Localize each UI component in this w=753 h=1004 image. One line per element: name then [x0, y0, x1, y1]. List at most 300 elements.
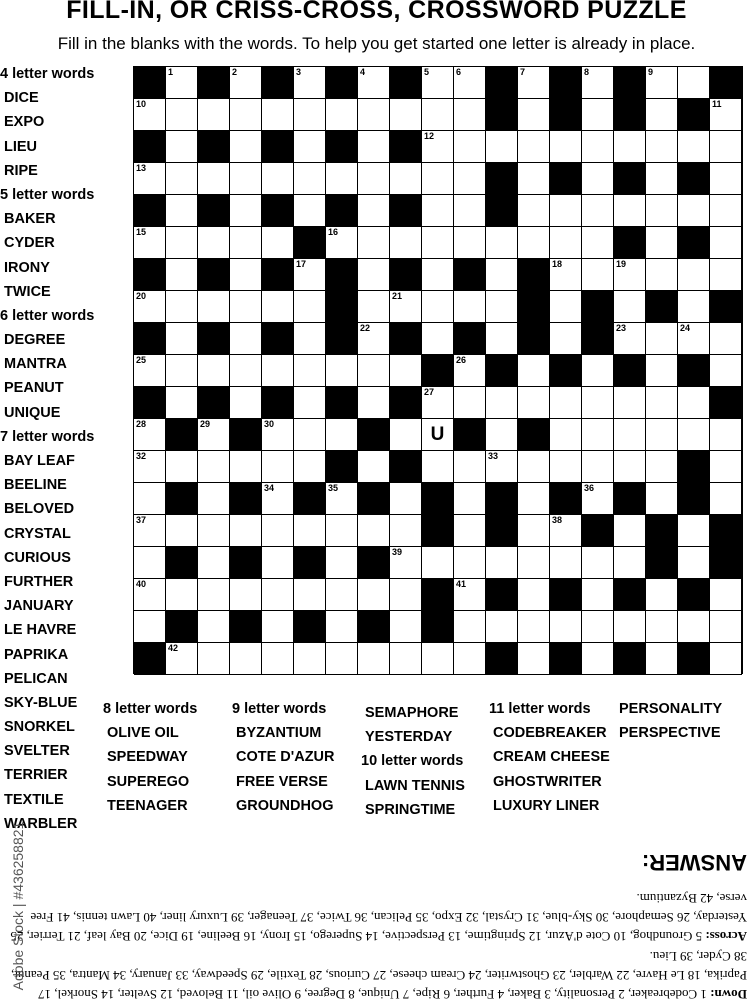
grid-cell[interactable] — [390, 163, 422, 195]
grid-cell[interactable] — [262, 515, 294, 547]
grid-cell[interactable] — [230, 259, 262, 291]
grid-cell[interactable] — [518, 227, 550, 259]
word-length-heading: 8 letter words — [103, 701, 198, 717]
grid-cell[interactable] — [486, 387, 518, 419]
grid-cell[interactable] — [230, 643, 262, 675]
grid-cell[interactable] — [646, 323, 678, 355]
grid-cell[interactable] — [358, 323, 390, 355]
grid-cell[interactable] — [326, 611, 358, 643]
black-cell — [262, 67, 294, 99]
grid-cell[interactable] — [134, 579, 166, 611]
grid-cell[interactable] — [390, 355, 422, 387]
grid-cell[interactable] — [486, 419, 518, 451]
word-list-item: PELICAN — [4, 670, 68, 687]
grid-cell[interactable] — [582, 99, 614, 131]
grid-cell[interactable] — [582, 547, 614, 579]
grid-cell[interactable] — [550, 323, 582, 355]
clue-number: 9 — [648, 67, 654, 77]
grid-cell[interactable] — [262, 579, 294, 611]
grid-cell[interactable] — [454, 579, 486, 611]
grid-cell[interactable] — [390, 291, 422, 323]
grid-cell[interactable] — [390, 227, 422, 259]
grid-cell[interactable] — [454, 99, 486, 131]
grid-cell[interactable] — [518, 195, 550, 227]
grid-cell[interactable] — [230, 451, 262, 483]
grid-cell[interactable] — [294, 131, 326, 163]
grid-cell[interactable] — [358, 387, 390, 419]
grid-cell[interactable] — [294, 99, 326, 131]
grid-cell[interactable] — [582, 579, 614, 611]
grid-cell[interactable] — [614, 611, 646, 643]
grid-cell[interactable] — [646, 483, 678, 515]
grid-cell[interactable] — [678, 419, 710, 451]
grid-cell[interactable] — [326, 355, 358, 387]
grid-cell[interactable] — [262, 451, 294, 483]
grid-cell[interactable] — [166, 515, 198, 547]
grid-cell[interactable] — [198, 547, 230, 579]
grid-cell[interactable] — [134, 227, 166, 259]
black-cell — [294, 483, 326, 515]
black-cell — [198, 195, 230, 227]
grid-cell[interactable] — [678, 67, 710, 99]
grid-cell[interactable] — [582, 195, 614, 227]
grid-cell[interactable] — [390, 547, 422, 579]
grid-cell[interactable] — [166, 163, 198, 195]
grid-cell[interactable] — [710, 227, 742, 259]
grid-cell[interactable] — [550, 451, 582, 483]
grid-cell[interactable] — [422, 643, 454, 675]
grid-cell[interactable] — [230, 323, 262, 355]
grid-cell[interactable] — [550, 131, 582, 163]
grid-cell[interactable] — [294, 323, 326, 355]
grid-cell[interactable] — [294, 515, 326, 547]
grid-cell[interactable] — [710, 611, 742, 643]
black-cell — [486, 195, 518, 227]
grid-cell[interactable] — [422, 451, 454, 483]
grid-cell[interactable] — [518, 163, 550, 195]
black-cell — [550, 355, 582, 387]
grid-cell[interactable] — [326, 515, 358, 547]
grid-cell[interactable] — [134, 611, 166, 643]
grid-cell[interactable] — [230, 291, 262, 323]
grid-cell[interactable] — [294, 579, 326, 611]
grid-cell[interactable] — [134, 99, 166, 131]
clue-number: 8 — [584, 67, 590, 77]
word-list-column-5 — [489, 697, 610, 818]
grid-cell[interactable] — [326, 483, 358, 515]
grid-cell[interactable] — [358, 259, 390, 291]
grid-cell[interactable] — [486, 131, 518, 163]
grid-cell[interactable] — [678, 611, 710, 643]
grid-cell[interactable] — [486, 451, 518, 483]
grid-cell[interactable] — [710, 259, 742, 291]
grid-cell[interactable] — [262, 419, 294, 451]
grid-cell[interactable] — [646, 67, 678, 99]
grid-cell[interactable] — [262, 611, 294, 643]
grid-cell[interactable] — [422, 323, 454, 355]
grid-cell[interactable] — [134, 547, 166, 579]
grid-cell[interactable] — [166, 451, 198, 483]
word-list-item: SEMAPHORE — [365, 705, 459, 721]
black-cell — [198, 259, 230, 291]
grid-cell[interactable] — [518, 355, 550, 387]
grid-cell[interactable] — [582, 131, 614, 163]
grid-cell[interactable] — [358, 67, 390, 99]
grid-cell[interactable] — [582, 419, 614, 451]
grid-cell[interactable] — [518, 643, 550, 675]
grid-cell[interactable] — [614, 259, 646, 291]
black-cell — [646, 291, 678, 323]
grid-cell[interactable] — [198, 579, 230, 611]
grid-cell[interactable] — [198, 355, 230, 387]
grid-cell[interactable] — [454, 355, 486, 387]
grid-cell[interactable] — [294, 643, 326, 675]
grid-cell[interactable] — [550, 259, 582, 291]
grid-cell[interactable] — [294, 163, 326, 195]
black-cell — [614, 227, 646, 259]
grid-cell[interactable] — [550, 195, 582, 227]
grid-cell[interactable] — [422, 259, 454, 291]
grid-cell[interactable] — [230, 131, 262, 163]
grid-cell[interactable] — [646, 643, 678, 675]
grid-cell[interactable] — [166, 387, 198, 419]
grid-cell[interactable] — [390, 611, 422, 643]
grid-cell[interactable] — [294, 67, 326, 99]
clue-number: 13 — [136, 163, 147, 173]
clue-number: 5 — [424, 67, 430, 77]
grid-cell[interactable] — [646, 451, 678, 483]
grid-cell[interactable] — [358, 131, 390, 163]
grid-cell[interactable] — [134, 291, 166, 323]
word-list-item: CODEBREAKER — [493, 725, 607, 742]
grid-cell[interactable] — [710, 643, 742, 675]
grid-cell[interactable] — [582, 259, 614, 291]
grid-cell[interactable] — [134, 355, 166, 387]
grid-cell[interactable] — [422, 195, 454, 227]
grid-cell[interactable] — [550, 611, 582, 643]
grid-cell[interactable] — [550, 227, 582, 259]
grid-cell[interactable] — [166, 323, 198, 355]
grid-cell[interactable] — [518, 483, 550, 515]
grid-cell[interactable] — [454, 483, 486, 515]
grid-cell[interactable] — [678, 259, 710, 291]
grid-cell[interactable] — [390, 419, 422, 451]
grid-cell[interactable] — [646, 163, 678, 195]
grid-cell[interactable] — [198, 451, 230, 483]
grid-cell[interactable] — [294, 355, 326, 387]
grid-cell[interactable] — [166, 291, 198, 323]
grid-cell[interactable] — [454, 515, 486, 547]
grid-cell[interactable] — [198, 291, 230, 323]
grid-cell[interactable] — [710, 483, 742, 515]
grid-cell[interactable] — [326, 99, 358, 131]
grid-cell[interactable] — [454, 291, 486, 323]
grid-cell[interactable] — [358, 515, 390, 547]
grid-cell[interactable] — [422, 227, 454, 259]
grid-cell[interactable] — [710, 163, 742, 195]
grid-cell[interactable] — [486, 547, 518, 579]
grid-cell[interactable] — [614, 323, 646, 355]
grid-cell[interactable] — [134, 515, 166, 547]
grid-cell[interactable] — [710, 195, 742, 227]
grid-cell[interactable] — [390, 579, 422, 611]
down-answers: 1 Codebreaker, 2 Personality, 3 Baker, 4 Further, 6 Ripe, 7 Unique, 8 Degree, 9 Olive oil, 11 Beloved, 12 Svelter, 14 Snorkel, 17 Paprika, 18 Le Havre, 22 Warbler, 23 Ghostwriter, 24 Cream cheese, 27 Curious, 28 Textile, 29 Speedway, 33 January, 34 Mantra, 35 Peanut, 38 Cyder, 39 Lieu. — [10, 949, 747, 1002]
grid-cell[interactable] — [678, 515, 710, 547]
grid-cell[interactable] — [198, 611, 230, 643]
grid-cell[interactable] — [646, 99, 678, 131]
black-cell — [134, 323, 166, 355]
grid-cell[interactable] — [422, 547, 454, 579]
grid-cell[interactable] — [390, 99, 422, 131]
grid-cell[interactable] — [518, 387, 550, 419]
grid-cell[interactable] — [518, 451, 550, 483]
word-list-column-6 — [619, 697, 722, 745]
black-cell — [390, 195, 422, 227]
grid-cell[interactable] — [646, 387, 678, 419]
grid-cell[interactable] — [646, 355, 678, 387]
black-cell — [710, 515, 742, 547]
grid-cell[interactable] — [422, 387, 454, 419]
grid-cell[interactable] — [454, 643, 486, 675]
grid-cell[interactable] — [198, 163, 230, 195]
grid-cell[interactable] — [358, 99, 390, 131]
grid-cell[interactable] — [230, 387, 262, 419]
grid-cell[interactable] — [614, 547, 646, 579]
grid-cell[interactable] — [230, 163, 262, 195]
grid-cell[interactable] — [390, 483, 422, 515]
grid-cell[interactable] — [646, 131, 678, 163]
grid-cell[interactable] — [518, 611, 550, 643]
grid-cell[interactable] — [710, 323, 742, 355]
grid-cell[interactable] — [518, 547, 550, 579]
grid-cell[interactable] — [198, 227, 230, 259]
grid-cell[interactable] — [710, 131, 742, 163]
grid-cell[interactable] — [614, 291, 646, 323]
grid-cell[interactable] — [422, 291, 454, 323]
grid-cell[interactable] — [518, 131, 550, 163]
grid-cell[interactable] — [454, 611, 486, 643]
word-list-item: SVELTER — [4, 743, 70, 760]
grid-cell[interactable] — [646, 611, 678, 643]
grid-cell[interactable] — [614, 451, 646, 483]
word-length-heading: 11 letter words — [489, 701, 591, 717]
black-cell — [550, 163, 582, 195]
grid-cell[interactable] — [262, 643, 294, 675]
grid-cell[interactable] — [326, 547, 358, 579]
grid-cell[interactable] — [134, 419, 166, 451]
grid-cell[interactable] — [262, 163, 294, 195]
grid-cell[interactable] — [550, 387, 582, 419]
grid-cell[interactable] — [678, 291, 710, 323]
grid-cell[interactable] — [198, 99, 230, 131]
grid-cell[interactable] — [678, 387, 710, 419]
grid-cell[interactable] — [198, 483, 230, 515]
grid-cell[interactable] — [294, 419, 326, 451]
grid-cell[interactable] — [326, 643, 358, 675]
grid-cell[interactable] — [454, 451, 486, 483]
grid-cell[interactable] — [198, 419, 230, 451]
grid-cell[interactable] — [326, 579, 358, 611]
grid-cell[interactable] — [294, 259, 326, 291]
clue-number: 22 — [360, 323, 371, 333]
grid-cell[interactable] — [550, 515, 582, 547]
black-cell — [326, 323, 358, 355]
grid-cell[interactable] — [230, 515, 262, 547]
grid-cell[interactable] — [166, 259, 198, 291]
grid-cell[interactable] — [678, 195, 710, 227]
grid-cell[interactable] — [646, 227, 678, 259]
grid-cell[interactable] — [198, 643, 230, 675]
grid-cell[interactable] — [166, 99, 198, 131]
grid-cell[interactable] — [326, 419, 358, 451]
grid-cell[interactable] — [582, 355, 614, 387]
grid-cell[interactable] — [550, 419, 582, 451]
grid-cell[interactable] — [518, 67, 550, 99]
black-cell — [614, 355, 646, 387]
grid-cell[interactable] — [710, 99, 742, 131]
grid-cell[interactable] — [582, 611, 614, 643]
grid-cell[interactable] — [358, 227, 390, 259]
grid-cell[interactable] — [678, 131, 710, 163]
grid-cell[interactable] — [422, 419, 454, 451]
grid-cell[interactable] — [646, 419, 678, 451]
grid-cell[interactable] — [678, 323, 710, 355]
grid-cell[interactable] — [678, 547, 710, 579]
grid-cell[interactable] — [582, 163, 614, 195]
grid-cell[interactable] — [358, 195, 390, 227]
grid-cell[interactable] — [230, 227, 262, 259]
word-list-item: FURTHER — [4, 573, 74, 590]
word-list-item: BAY LEAF — [4, 453, 75, 469]
grid-cell[interactable] — [422, 131, 454, 163]
grid-cell[interactable] — [582, 483, 614, 515]
grid-cell[interactable] — [582, 451, 614, 483]
grid-cell[interactable] — [294, 451, 326, 483]
word-list-item: JANUARY — [4, 598, 74, 615]
grid-cell[interactable] — [454, 547, 486, 579]
word-list-item: EXPO — [4, 114, 45, 131]
grid-cell[interactable] — [230, 579, 262, 611]
grid-cell[interactable] — [166, 579, 198, 611]
grid-cell[interactable] — [358, 451, 390, 483]
grid-cell[interactable] — [646, 195, 678, 227]
grid-cell[interactable] — [166, 131, 198, 163]
grid-cell[interactable] — [230, 99, 262, 131]
grid-cell[interactable] — [390, 515, 422, 547]
grid-cell[interactable] — [262, 227, 294, 259]
black-cell — [678, 579, 710, 611]
grid-cell[interactable] — [614, 419, 646, 451]
grid-cell[interactable] — [134, 483, 166, 515]
grid-cell[interactable] — [422, 67, 454, 99]
grid-cell[interactable] — [614, 195, 646, 227]
grid-cell[interactable] — [454, 387, 486, 419]
clue-number: 18 — [552, 259, 563, 269]
word-list-item: DICE — [4, 90, 39, 107]
grid-cell[interactable] — [294, 387, 326, 419]
grid-cell[interactable] — [614, 515, 646, 547]
grid-cell[interactable] — [646, 259, 678, 291]
across-answers: 5 Groundhog, 10 Cote d'Azur, 12 Springtime, 13 Perspective, 14 Superego, 15 Irony, 16 Beeline, 19 Dice, 20 Bay leaf, 21 Terrier, 25 Yesterday, 26 Semaphore, 30 Sky-blue, 31 Crystal, 32 Expo, 35 Pelican, 36 Twice, 37 Teenager, 39 Luxury liner, 40 Lawn tennis, 41 Free verse, 42 Byzantium. — [10, 891, 747, 944]
grid-cell[interactable] — [358, 579, 390, 611]
grid-cell[interactable] — [422, 163, 454, 195]
black-cell — [262, 387, 294, 419]
grid-cell[interactable] — [422, 99, 454, 131]
grid-cell[interactable] — [614, 387, 646, 419]
grid-cell[interactable] — [614, 131, 646, 163]
grid-cell[interactable] — [166, 195, 198, 227]
grid-cell[interactable] — [486, 227, 518, 259]
grid-cell[interactable] — [326, 227, 358, 259]
grid-cell[interactable] — [166, 643, 198, 675]
across-label: Across: — [705, 929, 747, 944]
black-cell — [326, 67, 358, 99]
grid-cell[interactable] — [358, 163, 390, 195]
grid-cell[interactable] — [358, 355, 390, 387]
grid-cell[interactable] — [518, 579, 550, 611]
grid-cell[interactable] — [166, 67, 198, 99]
grid-cell[interactable] — [262, 547, 294, 579]
grid-cell[interactable] — [486, 259, 518, 291]
grid-cell[interactable] — [486, 323, 518, 355]
grid-cell[interactable] — [294, 291, 326, 323]
grid-cell[interactable] — [262, 483, 294, 515]
grid-cell[interactable] — [198, 515, 230, 547]
grid-cell[interactable] — [486, 291, 518, 323]
grid-cell[interactable] — [390, 643, 422, 675]
black-cell — [166, 483, 198, 515]
grid-cell[interactable] — [710, 419, 742, 451]
grid-cell[interactable] — [550, 547, 582, 579]
grid-cell[interactable] — [262, 291, 294, 323]
grid-cell[interactable] — [134, 163, 166, 195]
grid-cell[interactable] — [582, 67, 614, 99]
grid-cell[interactable] — [230, 195, 262, 227]
grid-cell[interactable] — [358, 291, 390, 323]
grid-cell[interactable] — [582, 227, 614, 259]
grid-cell[interactable] — [550, 291, 582, 323]
grid-cell[interactable] — [166, 227, 198, 259]
grid-cell[interactable] — [518, 99, 550, 131]
grid-cell[interactable] — [230, 67, 262, 99]
grid-cell[interactable] — [166, 355, 198, 387]
grid-cell[interactable] — [294, 195, 326, 227]
grid-cell[interactable] — [454, 131, 486, 163]
grid-cell[interactable] — [454, 195, 486, 227]
grid-cell[interactable] — [454, 67, 486, 99]
grid-cell[interactable] — [646, 579, 678, 611]
grid-cell[interactable] — [582, 643, 614, 675]
grid-cell[interactable] — [326, 163, 358, 195]
grid-cell[interactable] — [710, 579, 742, 611]
grid-cell[interactable] — [358, 643, 390, 675]
grid-cell[interactable] — [454, 163, 486, 195]
black-cell — [262, 131, 294, 163]
black-cell — [422, 579, 454, 611]
grid-cell[interactable] — [518, 515, 550, 547]
clue-number: 35 — [328, 483, 339, 493]
grid-cell[interactable] — [134, 451, 166, 483]
grid-cell[interactable] — [262, 355, 294, 387]
grid-cell[interactable] — [230, 355, 262, 387]
grid-cell[interactable] — [454, 227, 486, 259]
grid-cell[interactable] — [486, 611, 518, 643]
grid-cell[interactable] — [582, 387, 614, 419]
grid-cell[interactable] — [710, 355, 742, 387]
grid-cell[interactable] — [710, 451, 742, 483]
grid-cell[interactable] — [262, 99, 294, 131]
black-cell — [422, 515, 454, 547]
